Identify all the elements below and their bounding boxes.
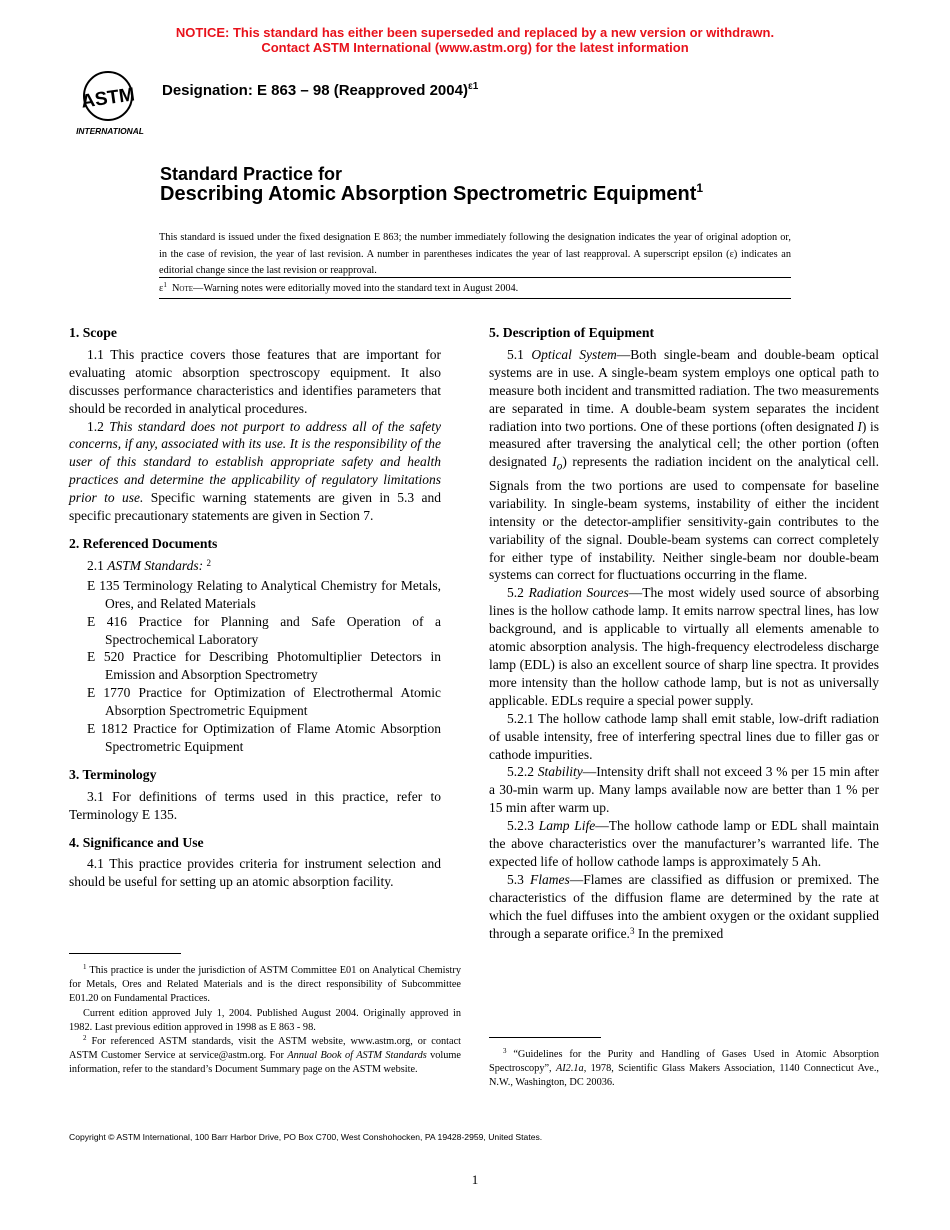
title-line-2 — [160, 183, 703, 206]
paragraph-5-3-text: —Flames are classified as diffusion or premixed. The characteristics of the diffusion flame are determined by the rate at which the fuel diffuses into the ambient oxygen or the oxidant supplied through a separate orifice. — [489, 871, 879, 941]
logo-text: ASTM — [79, 84, 137, 113]
epsilon-note — [159, 283, 518, 294]
symbol-io: I — [552, 454, 557, 470]
footnote-3-mark: 3 — [503, 1047, 507, 1055]
footnote-2-mark: 2 — [83, 1034, 87, 1043]
title-line-1: Standard Practice for — [160, 164, 343, 184]
section-heading-referenced-documents: 2. Referenced Documents — [69, 535, 218, 551]
divider-top — [159, 277, 791, 278]
footnote-3-text-a: “Guidelines for the Purity and Handling of Gases Used in Atomic Absorption Spectroscopy”, — [489, 1049, 879, 1075]
paragraph-4-1: 4.1 This practice provides criteria for instrument selection and should be useful for setting up an atomic absorption facility. — [69, 856, 441, 890]
paragraph-5-2-number: 5.2 — [507, 585, 524, 601]
paragraph-5-1 — [489, 346, 879, 584]
reference-item: E 1770 Practice for Optimization of Electrothermal Atomic Absorption Spectrometric Equipment — [87, 685, 441, 719]
section-heading-scope: 1. Scope — [69, 325, 117, 340]
symbol-i: I — [857, 418, 862, 434]
paragraph-5-2-3-text: —The hollow cathode lamp or EDL shall maintain the above characteristics over the manufacturer’s warranted life. The expected life of hollow cathode lamps is approximately 5 Ah. — [489, 818, 880, 869]
paragraph-1-2-rest: Specific warning statements are given in 5.3 and specific precautionary statements are given in Section 7. — [69, 490, 441, 524]
paragraph-5-1-number: 5.1 — [507, 346, 524, 362]
lamp-life-title: Lamp Life — [538, 818, 596, 834]
section-heading-description: 5. Description of Equipment — [489, 325, 655, 340]
page-number: 1 — [471, 1172, 479, 1187]
paragraph-5-2-3-number: 5.2.3 — [507, 818, 534, 834]
footnote-rule-left — [69, 953, 181, 954]
paragraph-5-2-2-text: —Intensity drift shall not exceed 3 % per 15 min after a 30-min warm up. Many lamps available now are better than 1 % per 15 min after warm up. — [489, 764, 879, 816]
logo-subtext: INTERNATIONAL — [76, 126, 144, 136]
symbol-io-subscript: o — [556, 461, 563, 474]
designation-text: Designation: E 863 – 98 (Reapproved 2004) — [162, 82, 468, 99]
paragraph-5-3-tail: In the premixed — [634, 925, 724, 941]
footnote-2-text-b: volume information, refer to the standard’s Document Summary page on the ASTM website. — [69, 1050, 462, 1076]
footnote-rule-right — [489, 1037, 601, 1038]
astm-standards-label: ASTM Standards: — [107, 557, 204, 573]
footnotes-left — [69, 964, 461, 1078]
paragraph-5-2-2 — [489, 763, 879, 817]
footnote-3-text-b: , 1978, Scientific Glass Makers Association, 1140 Connecticut Ave., N.W., Washington, DC 20036. — [489, 1063, 879, 1089]
paragraph-1-2 — [69, 418, 441, 525]
copyright: Copyright © ASTM International, 100 Barr Harbor Drive, PO Box C700, West Conshohocken, PA 19428-2959, United States. — [69, 1132, 543, 1142]
paragraph-5-3-number: 5.3 — [507, 871, 524, 887]
paragraph-5-2-3 — [489, 817, 879, 871]
paragraph-5-2-text: —The most widely used source of absorbing lines is the hollow cathode lamp. It emits narrow spectral lines, has low background, and is applicable to virtually all elements amenable to atomic absorption analysis. The high-frequency electrodeless discharge lamp (EDL) is also an excellent source of sharp line spectra. It provides more intensity than the hollow cathode lamp, but is not as universally applicable. EDLs require a special power supply. — [489, 585, 880, 708]
footnote-mark-3: 3 — [629, 925, 635, 936]
designation — [162, 82, 478, 99]
paragraph-1-2-number: 1.2 — [87, 418, 104, 434]
issue-statement: This standard is issued under the fixed designation E 863; the number immediately following the designation indicates the year of original adoption or, in the case of revision, the year of last revision. A number in parentheses indicates the year of last reapproval. A superscript epsilon (ε) indicates an editorial change since the last revision or reapproval. — [159, 232, 791, 276]
paragraph-5-1-text-c: ) represents the radiation incident on the analytical cell. Signals from the two portions are used to compensate for baseline variability. In single-beam systems, instability of either the incident intensity or the detector-amplifier sensitivity-gain contributes to the variability of the signal. Double-beam systems can correct completely for either type of instability. Neither single-beam nor double-beam systems can correct for fluctuations occurring in the flame. — [489, 454, 879, 583]
epsilon-note-text: —Warning notes were editorially moved into the standard text in August 2004. — [193, 283, 519, 294]
paragraph-2-1 — [69, 557, 441, 577]
left-column — [69, 324, 441, 891]
footnote-3 — [489, 1048, 879, 1091]
safety-statement: This standard does not purport to address all of the safety concerns, if any, associated with its use. It is the responsibility of the user of this standard to establish appropriate safety and health practices and determine the applicability of regulatory limitations prior to use. — [69, 418, 442, 506]
notice-line-2: Contact ASTM International (www.astm.org) for the latest information — [261, 40, 689, 55]
footnotes-right — [489, 1048, 879, 1091]
paragraph-5-3 — [489, 871, 879, 945]
footnote-1 — [69, 964, 461, 1007]
flames-title: Flames — [530, 871, 570, 887]
footnote-1-edition: Current edition approved July 1, 2004. Published August 2004. Originally approved in 1982. Last previous edition approved in 1998 as E 863 - 98. — [69, 1007, 461, 1033]
title-text: Describing Atomic Absorption Spectrometric Equipment — [160, 183, 697, 205]
reference-item: E 416 Practice for Planning and Safe Operation of a Spectrochemical Laboratory — [87, 613, 441, 647]
optical-system-title: Optical System — [531, 346, 617, 362]
paragraph-5-1-text-a: —Both single-beam and double-beam optical systems are in use. A single-beam system employs one optical path to measure both incident and transmitted radiation. The two measurements are separated in time. A double-beam system separates the incident radiation into two portions. One of these portions (often designated — [489, 346, 880, 434]
footnote-mark-2: 2 — [206, 557, 212, 568]
footnote-3-italic: AI2.1a — [555, 1063, 584, 1075]
paragraph-2-1-number: 2.1 — [87, 557, 104, 573]
paragraph-1-1: 1.1 This practice covers those features that are important for evaluating atomic absorption spectroscopy equipment. It also discusses performance characteristics and identifies parameters that should be recorded in analytical procedures. — [69, 346, 441, 416]
reference-item: E 520 Practice for Describing Photomultiplier Detectors in Emission and Absorption Spectrometry — [87, 649, 441, 683]
radiation-sources-title: Radiation Sources — [528, 585, 629, 601]
epsilon-sup: 1 — [163, 281, 167, 289]
right-column — [489, 324, 879, 945]
title-footnote-mark: 1 — [696, 181, 704, 195]
astm-logo — [70, 68, 150, 140]
section-heading-terminology: 3. Terminology — [69, 766, 157, 782]
designation-sup: ε1 — [467, 81, 479, 92]
paragraph-5-2-1: 5.2.1 The hollow cathode lamp shall emit stable, low-drift radiation of usable intensity, free of interfering spectral lines due to filler gas or cathode impurities. — [489, 710, 879, 762]
paragraph-5-1-text-b: ) is measured after traversing the analytical cell; the other portion (often designated — [489, 418, 879, 470]
note-label: Note — [171, 283, 194, 294]
stability-title: Stability — [537, 764, 583, 780]
section-heading-significance: 4. Significance and Use — [69, 834, 204, 850]
reference-item: E 135 Terminology Relating to Analytical Chemistry for Metals, Ores, and Related Materials — [87, 577, 441, 611]
notice-line-1: NOTICE: This standard has either been superseded and replaced by a new version or withdrawn. — [175, 25, 775, 40]
paragraph-5-2-2-number: 5.2.2 — [507, 764, 534, 780]
footnote-1-mark: 1 — [83, 963, 87, 971]
footnote-2-text-a: For referenced ASTM standards, visit the ASTM website, www.astm.org, or contact ASTM Customer Service at service@astm.org. For — [69, 1036, 462, 1062]
epsilon-mark: ε — [159, 283, 164, 294]
paragraph-5-2 — [489, 584, 879, 709]
annual-book-title: Annual Book of ASTM Standards — [287, 1050, 427, 1062]
reference-item: E 1812 Practice for Optimization of Flame Atomic Absorption Spectrometric Equipment — [87, 721, 441, 754]
divider-bottom — [159, 298, 791, 299]
footnote-2 — [69, 1035, 461, 1078]
paragraph-3-1: 3.1 For definitions of terms used in this practice, refer to Terminology E 135. — [69, 788, 441, 822]
footnote-1-text: This practice is under the jurisdiction of ASTM Committee E01 on Analytical Chemistry for Metals, Ores and Related Materials and is the direct responsibility of Subcommittee E01.20 on Fundamental Practices. — [69, 965, 461, 1005]
